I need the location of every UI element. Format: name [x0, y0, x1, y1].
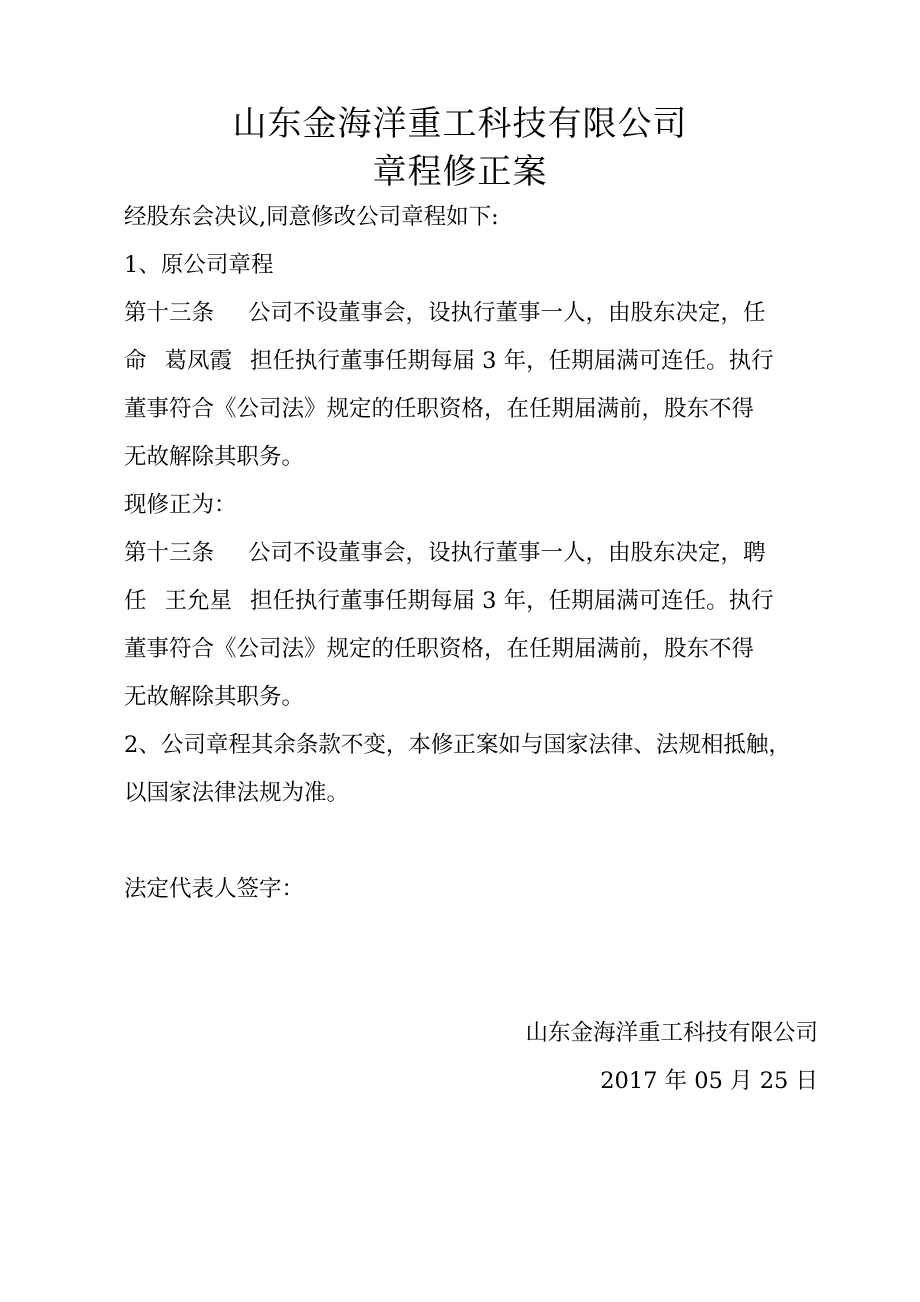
amended-article-line1: [124, 538, 766, 568]
amended-term-text: 担任执行董事任期每届 3 年，任期届满可连任。执行: [250, 588, 774, 614]
amended-appoint-word: 任: [124, 588, 147, 614]
original-article-line2: [124, 346, 774, 376]
section2-line1: 2、公司章程其余条款不变，本修正案如与国家法律、法规相抵触，: [124, 732, 791, 758]
document-date: 2017 年 05 月 25 日: [600, 1068, 818, 1094]
amended-director-name: 王允星: [164, 588, 233, 614]
original-article-line3: 董事符合《公司法》规定的任职资格，在任期届满前，股东不得: [124, 396, 755, 422]
original-director-name: 葛凤霞: [164, 348, 233, 374]
original-article-line4: 无故解除其职务。: [124, 444, 305, 470]
intro-text: 经股东会决议,同意修改公司章程如下:: [124, 204, 499, 230]
document-title: 山东金海洋重工科技有限公司: [232, 104, 688, 144]
section1-heading: 1、原公司章程: [124, 252, 274, 278]
amended-article-line2: [124, 586, 774, 616]
document-subtitle: 章程修正案: [372, 152, 548, 192]
original-appoint-word: 命: [124, 348, 147, 374]
original-article-text: 公司不设董事会，设执行董事一人，由股东决定，任: [248, 300, 766, 326]
section2-line2: 以国家法律法规为准。: [124, 780, 350, 806]
original-article-line1: [124, 298, 766, 328]
original-article-number: 第十三条: [124, 300, 215, 326]
amended-article-text: 公司不设董事会，设执行董事一人，由股东决定，聘: [248, 540, 766, 566]
amended-article-line4: 无故解除其职务。: [124, 684, 305, 710]
amended-article-number: 第十三条: [124, 540, 215, 566]
amended-heading: 现修正为：: [124, 492, 237, 518]
original-term-text: 担任执行董事任期每届 3 年，任期届满可连任。执行: [250, 348, 774, 374]
amended-article-line3: 董事符合《公司法》规定的任职资格，在任期届满前，股东不得: [124, 636, 755, 662]
company-name-footer: 山东金海洋重工科技有限公司: [525, 1020, 818, 1046]
signature-label: 法定代表人签字：: [124, 876, 305, 902]
